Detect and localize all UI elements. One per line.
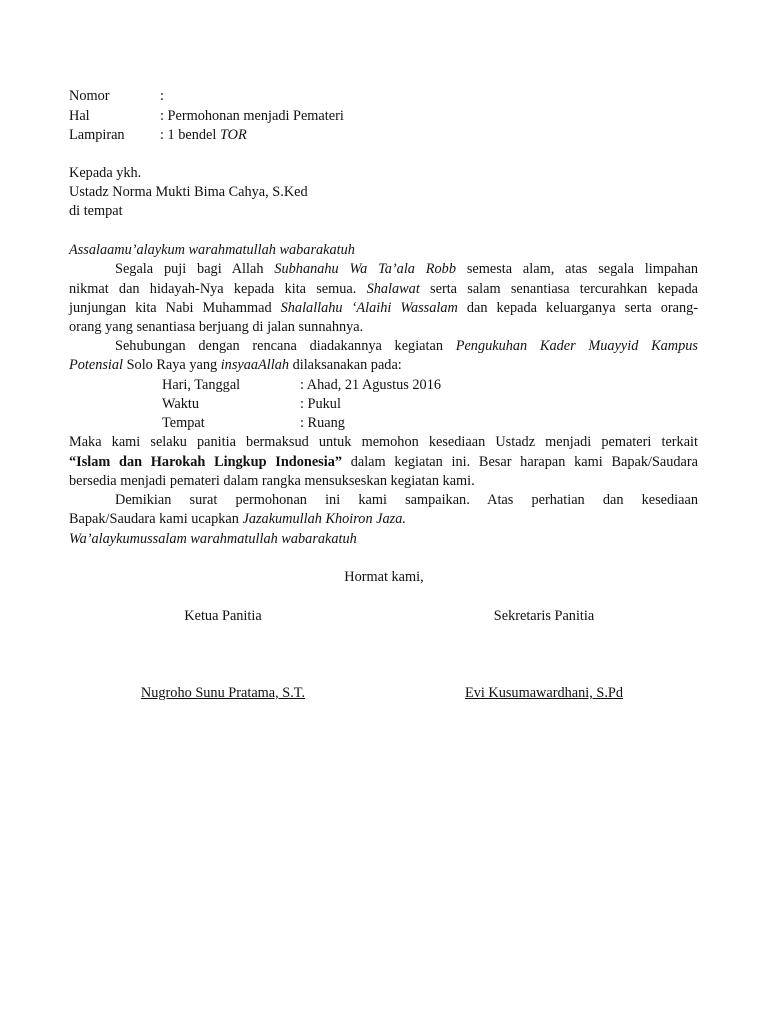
para2-italic: insyaaAllah bbox=[220, 357, 290, 373]
event-time-value: : Pukul bbox=[300, 396, 341, 412]
regards-text: Hormat kami, bbox=[344, 569, 424, 585]
hal-label: Hal bbox=[69, 108, 90, 124]
lampiran-value-italic: TOR bbox=[219, 127, 247, 143]
para1-text: junjungan kita Nabi Muhammad bbox=[69, 300, 281, 316]
para4-line-2 bbox=[69, 510, 406, 529]
para2-italic: Pengukuhan Kader Muayyid Kampus bbox=[455, 338, 698, 354]
event-place-label: Tempat bbox=[162, 415, 205, 431]
para1-text: Segala puji bagi Allah bbox=[115, 261, 275, 277]
para2-text: Solo Raya yang bbox=[123, 357, 221, 373]
para4-italic: Jazakumullah Khoiron Jaza. bbox=[242, 511, 406, 527]
closing-greeting: Wa’alaykumussalam warahmatullah wabarakatuh bbox=[69, 531, 357, 547]
left-signatory-name: Nugroho Sunu Pratama, S.T. bbox=[140, 685, 306, 701]
para1-text: dan kepada keluarganya serta orang- bbox=[457, 300, 699, 316]
para4-line-1: Demikian surat permohonan ini kami sampaikan. Atas perhatian dan kesediaan bbox=[115, 492, 698, 508]
nomor-value: : bbox=[160, 88, 164, 104]
para2-line-1 bbox=[115, 337, 698, 356]
recipient-line-1: Kepada ykh. bbox=[69, 165, 142, 181]
recipient-line-3: di tempat bbox=[69, 203, 123, 219]
nomor-label: Nomor bbox=[69, 88, 110, 104]
left-signatory-title: Ketua Panitia bbox=[184, 608, 262, 624]
para2-text: Sehubungan dengan rencana diadakannya kegiatan bbox=[115, 338, 456, 354]
para1-text: serta salam senantiasa tercurahkan kepada bbox=[419, 281, 698, 297]
lampiran-label: Lampiran bbox=[69, 127, 125, 143]
para2-text: dilaksanakan pada: bbox=[289, 357, 402, 373]
para1-line-1 bbox=[115, 260, 698, 279]
para3-text: dalam kegiatan ini. Besar harapan kami Bapak/Saudara bbox=[342, 454, 698, 470]
para3-line-2 bbox=[69, 453, 698, 472]
para1-line-3 bbox=[69, 299, 698, 318]
lampiran-value bbox=[160, 126, 247, 145]
event-time-label: Waktu bbox=[162, 396, 199, 412]
para1-text: nikmat dan hidayah-Nya kepada kita semua. bbox=[69, 281, 367, 297]
lampiran-value-prefix: : 1 bendel bbox=[160, 127, 220, 143]
event-place-value: : Ruang bbox=[300, 415, 345, 431]
seminar-topic: “Islam dan Harokah Lingkup Indonesia” bbox=[69, 454, 342, 470]
event-day-value: : Ahad, 21 Agustus 2016 bbox=[300, 377, 441, 393]
para1-italic: Subhanahu Wa Ta’ala Robb bbox=[274, 261, 456, 277]
para2-italic: Potensial bbox=[69, 357, 124, 373]
para4-text: Bapak/Saudara kami ucapkan bbox=[69, 511, 243, 527]
hal-value: : Permohonan menjadi Pemateri bbox=[160, 108, 344, 124]
para1-line-4: orang yang senantiasa berjuang di jalan sunnahnya. bbox=[69, 319, 364, 335]
para1-text: semesta alam, atas segala limpahan bbox=[455, 261, 698, 277]
para1-italic: Shalallahu ‘Alaihi Wassalam bbox=[280, 300, 458, 316]
opening-greeting: Assalaamu’alaykum warahmatullah wabarakatuh bbox=[69, 242, 355, 258]
event-day-label: Hari, Tanggal bbox=[162, 377, 241, 393]
para2-line-2 bbox=[69, 356, 402, 375]
right-signatory-title: Sekretaris Panitia bbox=[493, 608, 595, 624]
right-signatory-name: Evi Kusumawardhani, S.Pd bbox=[464, 685, 624, 701]
recipient-line-2: Ustadz Norma Mukti Bima Cahya, S.Ked bbox=[69, 184, 308, 200]
para3-line-1: Maka kami selaku panitia bermaksud untuk memohon kesediaan Ustadz menjadi pemateri terkait bbox=[69, 434, 698, 450]
para1-line-2 bbox=[69, 280, 698, 299]
para3-line-3: bersedia menjadi pemateri dalam rangka mensukseskan kegiatan kami. bbox=[69, 473, 475, 489]
para1-italic: Shalawat bbox=[366, 281, 420, 297]
